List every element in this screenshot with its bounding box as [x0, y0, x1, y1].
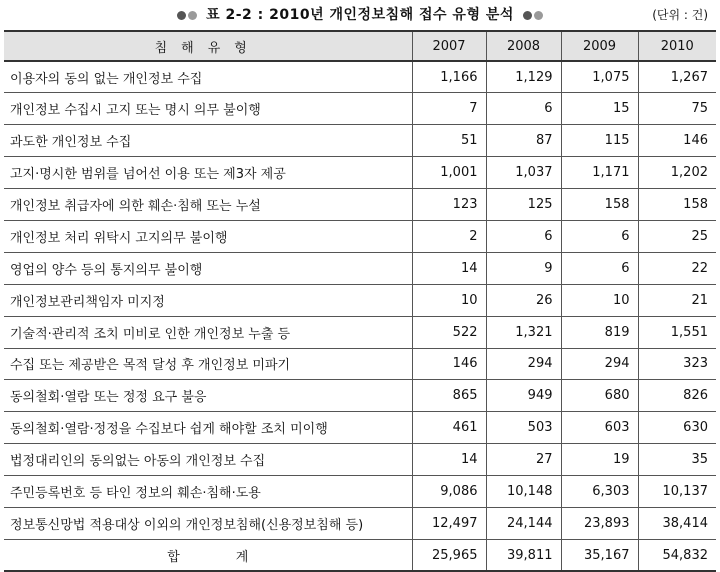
row-label: 정보통신망법 적용대상 이외의 개인정보침해(신용정보침해 등): [4, 507, 412, 539]
cell-value: 10: [412, 284, 486, 316]
cell-value: 294: [486, 348, 561, 380]
cell-value: 2: [412, 220, 486, 252]
cell-value: 1,202: [638, 157, 716, 189]
cell-value: 115: [561, 125, 638, 157]
bullet-dots-left-icon: [176, 7, 198, 23]
cell-value: 158: [561, 189, 638, 221]
cell-value: 146: [412, 348, 486, 380]
cell-value: 522: [412, 316, 486, 348]
total-row: [4, 539, 716, 571]
cell-value: 6: [486, 93, 561, 125]
cell-value: 503: [486, 412, 561, 444]
cell-value: 26: [486, 284, 561, 316]
cell-value: 865: [412, 380, 486, 412]
cell-value: 1,037: [486, 157, 561, 189]
cell-value: 949: [486, 380, 561, 412]
total-label: 합계: [167, 549, 305, 565]
row-label: 개인정보 수집시 고지 또는 명시 의무 불이행: [4, 93, 412, 125]
cell-value: 38,414: [638, 507, 716, 539]
cell-value: 27: [486, 444, 561, 476]
table-title: 표 2-2 : 2010년 개인정보침해 접수 유형 분석: [206, 7, 514, 23]
cell-value: 125: [486, 189, 561, 221]
cell-value: 6,303: [561, 476, 638, 508]
cell-value: 1,267: [638, 61, 716, 93]
cell-value: 461: [412, 412, 486, 444]
cell-value: 1,129: [486, 61, 561, 93]
table-row: [4, 189, 716, 221]
table-row: [4, 61, 716, 93]
cell-value: 123: [412, 189, 486, 221]
cell-value: 9,086: [412, 476, 486, 508]
cell-value: 14: [412, 252, 486, 284]
table-row: [4, 444, 716, 476]
row-label: 수집 또는 제공받은 목적 달성 후 개인정보 미파기: [4, 348, 412, 380]
cell-value: 21: [638, 284, 716, 316]
table-row: [4, 125, 716, 157]
cell-value: 10,137: [638, 476, 716, 508]
row-label: 개인정보관리책임자 미지정: [4, 284, 412, 316]
table-row: [4, 252, 716, 284]
cell-value: 19: [561, 444, 638, 476]
header-type: 침해유형: [4, 31, 412, 61]
cell-value: 75: [638, 93, 716, 125]
row-label: 동의철회·열람·정정을 수집보다 쉽게 해야할 조치 미이행: [4, 412, 412, 444]
total-value: 54,832: [638, 539, 716, 571]
header-year: 2010: [638, 31, 716, 61]
table-row: [4, 93, 716, 125]
row-label: 동의철회·열람 또는 정정 요구 불응: [4, 380, 412, 412]
row-label: 개인정보 취급자에 의한 훼손·침해 또는 누설: [4, 189, 412, 221]
cell-value: 25: [638, 220, 716, 252]
cell-value: 630: [638, 412, 716, 444]
cell-value: 12,497: [412, 507, 486, 539]
row-label: 이용자의 동의 없는 개인정보 수집: [4, 61, 412, 93]
row-label: 개인정보 처리 위탁시 고지의무 불이행: [4, 220, 412, 252]
cell-value: 146: [638, 125, 716, 157]
cell-value: 294: [561, 348, 638, 380]
cell-value: 87: [486, 125, 561, 157]
header-row: [4, 31, 716, 61]
dark-dot-icon: [523, 11, 532, 20]
cell-value: 819: [561, 316, 638, 348]
table-row: [4, 220, 716, 252]
row-label: 기술적·관리적 조치 미비로 인한 개인정보 누출 등: [4, 316, 412, 348]
table-header: [4, 31, 716, 61]
cell-value: 1,321: [486, 316, 561, 348]
unit-label: (단위 : 건): [652, 8, 708, 22]
cell-value: 680: [561, 380, 638, 412]
row-label: 과도한 개인정보 수집: [4, 125, 412, 157]
header-year: 2007: [412, 31, 486, 61]
cell-value: 10,148: [486, 476, 561, 508]
dark-dot-icon: [177, 11, 186, 20]
table-row: [4, 412, 716, 444]
header-year: 2008: [486, 31, 561, 61]
cell-value: 22: [638, 252, 716, 284]
cell-value: 323: [638, 348, 716, 380]
cell-value: 35: [638, 444, 716, 476]
table-row: [4, 157, 716, 189]
cell-value: 51: [412, 125, 486, 157]
cell-value: 1,001: [412, 157, 486, 189]
cell-value: 1,171: [561, 157, 638, 189]
cell-value: 1,551: [638, 316, 716, 348]
total-value: 35,167: [561, 539, 638, 571]
cell-value: 9: [486, 252, 561, 284]
privacy-infringement-table: [4, 30, 716, 572]
row-label: 법정대리인의 동의없는 아동의 개인정보 수집: [4, 444, 412, 476]
cell-value: 24,144: [486, 507, 561, 539]
cell-value: 6: [486, 220, 561, 252]
cell-value: 15: [561, 93, 638, 125]
row-label: 영업의 양수 등의 통지의무 불이행: [4, 252, 412, 284]
row-label: 고지·명시한 범위를 넘어선 이용 또는 제3자 제공: [4, 157, 412, 189]
table-title-line: [0, 4, 720, 24]
cell-value: 6: [561, 220, 638, 252]
header-year: 2009: [561, 31, 638, 61]
cell-value: 158: [638, 189, 716, 221]
table-row: [4, 316, 716, 348]
table-body: [4, 61, 716, 571]
cell-value: 1,075: [561, 61, 638, 93]
cell-value: 7: [412, 93, 486, 125]
cell-value: 10: [561, 284, 638, 316]
row-label: 주민등록번호 등 타인 정보의 훼손·침해·도용: [4, 476, 412, 508]
cell-value: 603: [561, 412, 638, 444]
light-dot-icon: [188, 11, 197, 20]
table-caption: [0, 0, 720, 30]
bullet-dots-right-icon: [522, 7, 544, 23]
total-value: 25,965: [412, 539, 486, 571]
table-row: [4, 476, 716, 508]
total-value: 39,811: [486, 539, 561, 571]
table-row: [4, 284, 716, 316]
light-dot-icon: [534, 11, 543, 20]
table-row: [4, 348, 716, 380]
cell-value: 14: [412, 444, 486, 476]
cell-value: 6: [561, 252, 638, 284]
cell-value: 23,893: [561, 507, 638, 539]
table-row: [4, 380, 716, 412]
table-row: [4, 507, 716, 539]
cell-value: 1,166: [412, 61, 486, 93]
total-label-cell: [4, 539, 412, 571]
cell-value: 826: [638, 380, 716, 412]
